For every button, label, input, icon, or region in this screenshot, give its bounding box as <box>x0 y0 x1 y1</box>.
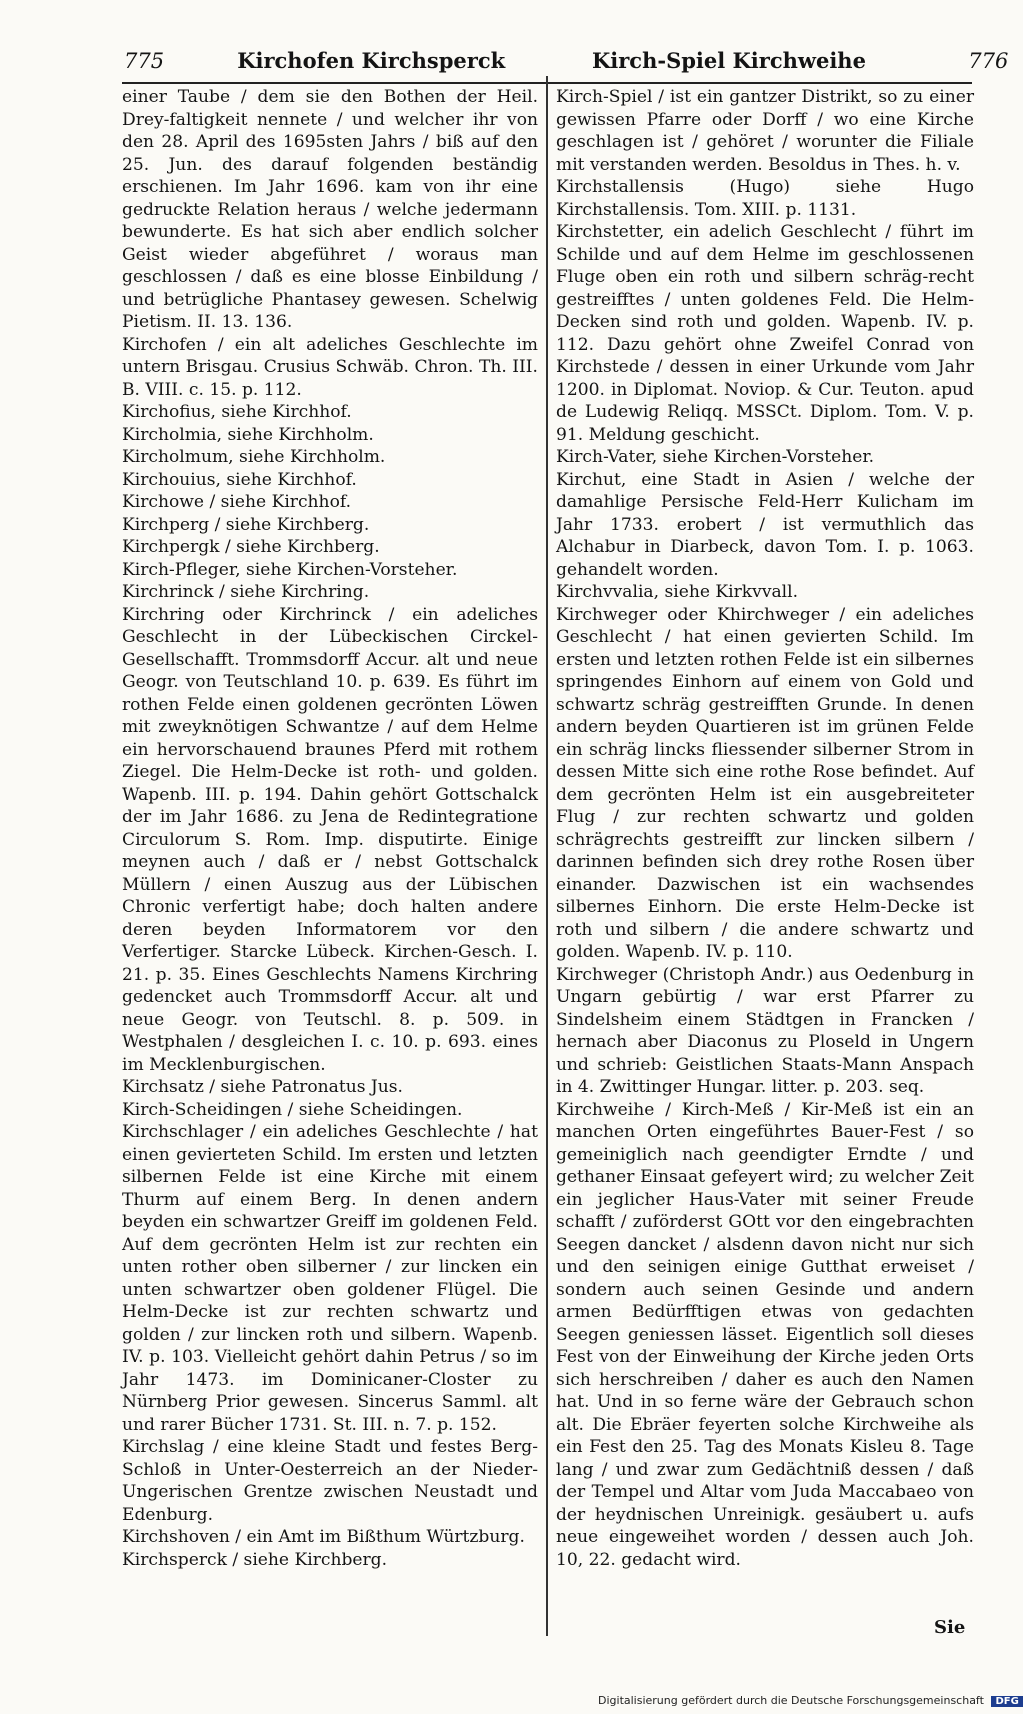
entry-paragraph: Kirchouius, siehe Kirchhof. <box>122 469 357 490</box>
entry-paragraph: Kirchweihe / Kirch-Meß / Kir-Meß ist ein an manchen Orten eingeführtes Bauer-Fest / so gemeiniglich nach geendigter Erndte / und gethaner Einsaat gefeyert wird; zu welcher Zeit ein jeglicher Haus-Vater mit seiner Freude schafft / zuförderst GOtt vor den eingebrachten Seegen dancket / alsdenn davon nicht nur sich und den seinigen einige Gutthat erweiset / sondern auch seinen Gesinde und andern armen Bedürfftigen etwas von gedachten Seegen geniessen lässet. Eigentlich soll dieses Fest von der Einweihung der Kirche jeden Orts sich herschreiben / daher es auch den Namen hat. Und in so ferne wäre der Gebrauch schon alt. Die Ebräer feyerten solche Kirchweihe als ein Fest den 25. Tag des Monats Kisleu 8. Tage lang / und zwar zum Gedächtniß dessen / daß der Tempel und Altar vom Juda Maccabaeo von der heydnischen Unreinigk. gesäubert u. aufs neue eingeweihet worden / dessen auch Joh. 10, 22. gedacht wird. <box>556 1099 974 1570</box>
column-divider <box>546 76 548 1636</box>
left-column <box>122 86 538 1571</box>
entry-paragraph: Kirchsatz / siehe Patronatus Jus. <box>122 1077 403 1097</box>
entry-paragraph: Kirch-Pfleger, siehe Kirchen-Vorsteher. <box>122 559 458 580</box>
entry-paragraph: Kirchweger (Christoph Andr.) aus Oedenburg in Ungarn gebürtig / war erst Pfarrer zu Sindelsheim einem Städtgen in Francken / hernach aber Diaconus zu Ploseld in Ungern und schrieb: Geistlichen Staats-Mann Anspach in 4. Zwittinger Hungar. litter. p. 203. seq. <box>556 964 974 1097</box>
entry-paragraph: Kirchschlager / ein adeliches Geschlechte / hat einen gevierteten Schild. Im ersten und letzten silbernen Felde ist eine Kirche mit einem Thurm auf einem Berg. In denen andern beyden ein schwartzer Greiff im goldenen Feld. Auf dem gecrönten Helm ist zur rechten ein unten rother oben silberner / zur lincken ein unten schwartzer oben goldener Flügel. Die Helm-Decke ist zur rechten schwartz und golden / zur lincken roth und silbern. Wapenb. IV. p. 103. Vielleicht gehört dahin Petrus / so im Jahr 1473. im Dominicaner-Closter zu Nürnberg Prior gewesen. Sincerus Samml. alt und rarer Bücher 1731. St. III. n. 7. p. 152. <box>122 1122 538 1435</box>
right-page-number: 776 <box>968 49 1009 73</box>
digitization-footer <box>598 1694 1023 1707</box>
entry-paragraph: Kirchring oder Kirchrinck / ein adeliches Geschlecht in der Lübeckischen Circkel-Gesellschafft. Trommsdorff Accur. alt und neue Geogr. von Teutschland 10. p. 639. Es führt im rothen Felde einen goldenen gecrönten Löwen mit zweyknötigen Schwantze / auf dem Helme ein hervorschauend braunes Pferd mit rothem Ziegel. Die Helm-Decke ist roth- und golden. Wapenb. III. p. 194. Dahin gehört Gottschalck der im Jahr 1686. zu Jena de Redintegratione Circulorum S. Rom. Imp. disputirte. Einige meynen auch / daß er / nebst Gottschalck Müllern / einen Auszug aus der Lübischen Chronic verfertigt habe; doch halten andere deren beyden Informatorem vor den Verfertiger. Starcke Lübeck. Kirchen-Gesch. I. 21. p. 35. Eines Geschlechts Namens Kirchring gedencket auch Trommsdorff Accur. alt und neue Geogr. von Teutschl. 8. p. 509. in Westphalen / desgleichen I. c. 10. p. 693. eines im Mecklenburgischen. <box>122 604 538 1075</box>
entry-paragraph: Kirchweger oder Khirchweger / ein adeliches Geschlecht / hat einen gevierten Schild. Im ersten und letzten rothen Felde ist ein silbernes springendes Einhorn auf einem von Gold und schwartz schräg gestreifften Grunde. In denen andern beyden Quartieren ist im grünen Felde ein schräg lincks fliessender silberner Strom in dessen Mitte sich eine rothe Rose befindet. Auf dem gecrönten Helm ist ein ausgebreiteter Flug / zur rechten schwartz und golden schrägrechts gestreifft zur lincken silbern / darinnen befinden sich drey rothe Rosen über einander. Dazwischen ist ein wachsendes silbernes Einhorn. Die erste Helm-Decke ist roth und silbern / die andere schwartz und golden. Wapenb. IV. p. 110. <box>556 604 974 962</box>
entry-paragraph: Kirchsperck / siehe Kirchberg. <box>122 1549 388 1570</box>
footer-text: Digitalisierung gefördert durch die Deutsche Forschungsgemeinschaft <box>598 1694 984 1707</box>
entry-paragraph: Kircholmia, siehe Kirchholm. <box>122 424 374 445</box>
left-page-number: 775 <box>124 49 165 73</box>
entry-paragraph: Kirchofius, siehe Kirchhof. <box>122 402 352 422</box>
entry-paragraph: Kirch-Vater, siehe Kirchen-Vorsteher. <box>556 447 875 467</box>
catchword: Sie <box>934 1617 966 1638</box>
entry-paragraph: Kircholmum, siehe Kirchholm. <box>122 447 386 467</box>
entry-paragraph: Kirch-Spiel / ist ein gantzer Distrikt, so zu einer gewissen Pfarre oder Dorff / wo eine Kirche geschlagen ist / gehöret / worunter die Filiale mit verstanden werden. Besoldus in Thes. h. v. <box>556 87 974 175</box>
entry-paragraph: Kirchofen / ein alt adeliches Geschlechte im untern Brisgau. Crusius Schwäb. Chron. Th. III. B. VIII. c. 15. p. 112. <box>122 334 538 400</box>
entry-paragraph: Kirchstetter, ein adelich Geschlecht / führt im Schilde und auf dem Helme im geschlossenen Fluge oben ein roth und silbern schräg-recht gestreifftes / unten goldenes Feld. Die Helm-Decken sind roth und golden. Wapenb. IV. p. 112. Dazu gehört ohne Zweifel Conrad von Kirchstede / dessen in einer Urkunde vom Jahr 1200. in Diplomat. Noviop. & Cur. Teuton. apud de Ludewig Reliqq. MSSCt. Diplom. Tom. V. p. 91. Meldung geschicht. <box>556 222 974 445</box>
entry-paragraph: Kirchslag / eine kleine Stadt und festes Berg-Schloß in Unter-Oesterreich an der Nieder-Ungerischen Grentze zwischen Neustadt und Edenburg. <box>122 1437 538 1525</box>
right-header-title: Kirch-Spiel Kirchweihe <box>592 48 866 73</box>
right-column <box>556 86 974 1571</box>
entry-paragraph: Kirchrinck / siehe Kirchring. <box>122 582 370 602</box>
dfg-logo: DFG <box>991 1696 1022 1707</box>
left-header-title: Kirchofen Kirchsperck <box>237 48 506 73</box>
entry-paragraph: Kirchvvalia, siehe Kirkvvall. <box>556 582 799 602</box>
entry-paragraph: Kirchstallensis (Hugo) siehe Hugo Kirchstallensis. Tom. XIII. p. 1131. <box>556 177 974 220</box>
left-running-header <box>124 48 505 73</box>
entry-paragraph: Kirch-Scheidingen / siehe Scheidingen. <box>122 1099 463 1120</box>
entry-paragraph: einer Taube / dem sie den Bothen der Heil. Drey-faltigkeit nennete / und welcher ihr von den 28. April des 1695sten Jahrs / biß auf den 25. Jun. des darauf folgenden beständig erschienen. Im Jahr 1696. kam von ihr eine gedruckte Relation heraus / welche jedermann bewunderte. Es hat sich aber endlich solcher Geist wieder abgeführet / woraus man geschlossen / daß es eine blosse Einbildung / und betrügliche Phantasey gewesen. Schelwig Pietism. II. 13. 136. <box>122 87 538 332</box>
entry-paragraph: Kirchperg / siehe Kirchberg. <box>122 514 370 535</box>
entry-paragraph: Kirchowe / siehe Kirchhof. <box>122 492 352 512</box>
entry-paragraph: Kirchshoven / ein Amt im Bißthum Würtzburg. <box>122 1527 525 1547</box>
right-running-header <box>592 48 1008 73</box>
entry-paragraph: Kirchpergk / siehe Kirchberg. <box>122 537 380 557</box>
entry-paragraph: Kirchut, eine Stadt in Asien / welche der damahlige Persische Feld-Herr Kulicham im Jahr 1733. erobert / ist vermuthlich das Alchabur in Diarbeck, davon Tom. I. p. 1063. gehandelt worden. <box>556 469 974 580</box>
